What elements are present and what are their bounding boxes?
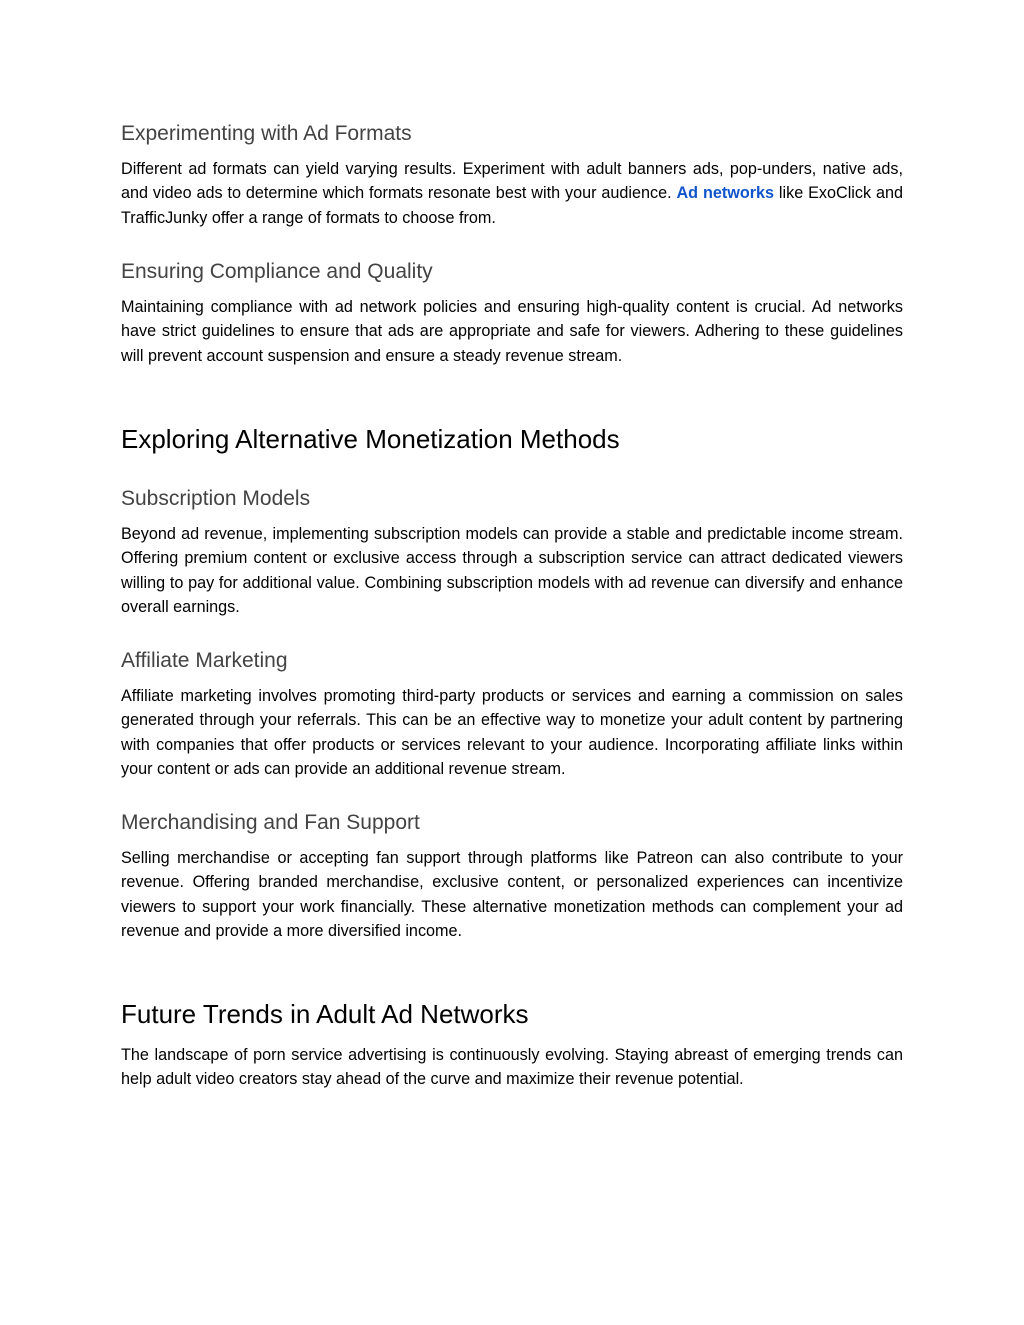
section-subscription-models — [121, 485, 903, 513]
section-future-trends — [121, 997, 903, 1031]
heading-merchandising-fan-support: Merchandising and Fan Support — [121, 811, 420, 834]
section-exploring-alternative-monetization — [121, 422, 903, 456]
section-ensuring-compliance — [121, 258, 903, 286]
heading-future-trends: Future Trends in Adult Ad Networks — [121, 999, 529, 1029]
paragraph-prefix: Different ad formats can yield varying results. Experiment with adult banners ads, pop-unders, native ads, and video ads to determine which formats resonate best with your audience. — [121, 160, 903, 203]
heading-ensuring-compliance: Ensuring Compliance and Quality — [121, 260, 433, 283]
paragraph-ensuring-compliance — [121, 295, 903, 368]
paragraph-text: The landscape of porn service advertising is continuously evolving. Staying abreast of emerging trends can help adult video creators stay ahead of the curve and maximize their revenue potential. — [121, 1046, 903, 1089]
paragraph-suffix: like ExoClick and TrafficJunky offer a range of formats to choose from. — [121, 184, 903, 227]
section-merchandising-fan-support — [121, 809, 903, 837]
ad-networks-link[interactable]: Ad networks — [676, 184, 775, 203]
heading-subscription-models: Subscription Models — [121, 487, 311, 510]
paragraph-text: Beyond ad revenue, implementing subscription models can provide a stable and predictable income stream. Offering premium content or exclusive access through a subscription service can attract dedicated viewers willing to pay for additional value. Combining subscription models with ad revenue can diversify and enhance overall earnings. — [121, 525, 903, 616]
paragraph-merchandising-fan-support — [121, 846, 903, 943]
heading-affiliate-marketing: Affiliate Marketing — [121, 649, 288, 672]
paragraph-text: Affiliate marketing involves promoting third-party products or services and earning a commission on sales generated through your referrals. This can be an effective way to monetize your adult content by partnering with companies that offer products or services relevant to your audience. Incorporating affiliate links within your content or ads can provide an additional revenue stream. — [121, 687, 903, 778]
paragraph-experimenting-ad-formats — [121, 157, 903, 230]
paragraph-subscription-models — [121, 522, 903, 619]
paragraph-affiliate-marketing — [121, 684, 903, 781]
paragraph-text — [121, 157, 903, 230]
section-affiliate-marketing — [121, 647, 903, 675]
paragraph-text: Selling merchandise or accepting fan support through platforms like Patreon can also contribute to your revenue. Offering branded merchandise, exclusive content, or personalized experiences can incentivize viewers to support your work financially. These alternative monetization methods can complement your ad revenue and provide a more diversified income. — [121, 849, 903, 940]
heading-experimenting-ad-formats: Experimenting with Ad Formats — [121, 122, 412, 145]
section-experimenting-ad-formats — [121, 120, 903, 148]
paragraph-text: Maintaining compliance with ad network policies and ensuring high-quality content is crucial. Ad networks have strict guidelines to ensure that ads are appropriate and safe for viewers. Adhering to these guidelines will prevent account suspension and ensure a steady revenue stream. — [121, 298, 903, 365]
heading-exploring-alternative-monetization: Exploring Alternative Monetization Methods — [121, 424, 620, 454]
paragraph-future-trends — [121, 1043, 903, 1092]
